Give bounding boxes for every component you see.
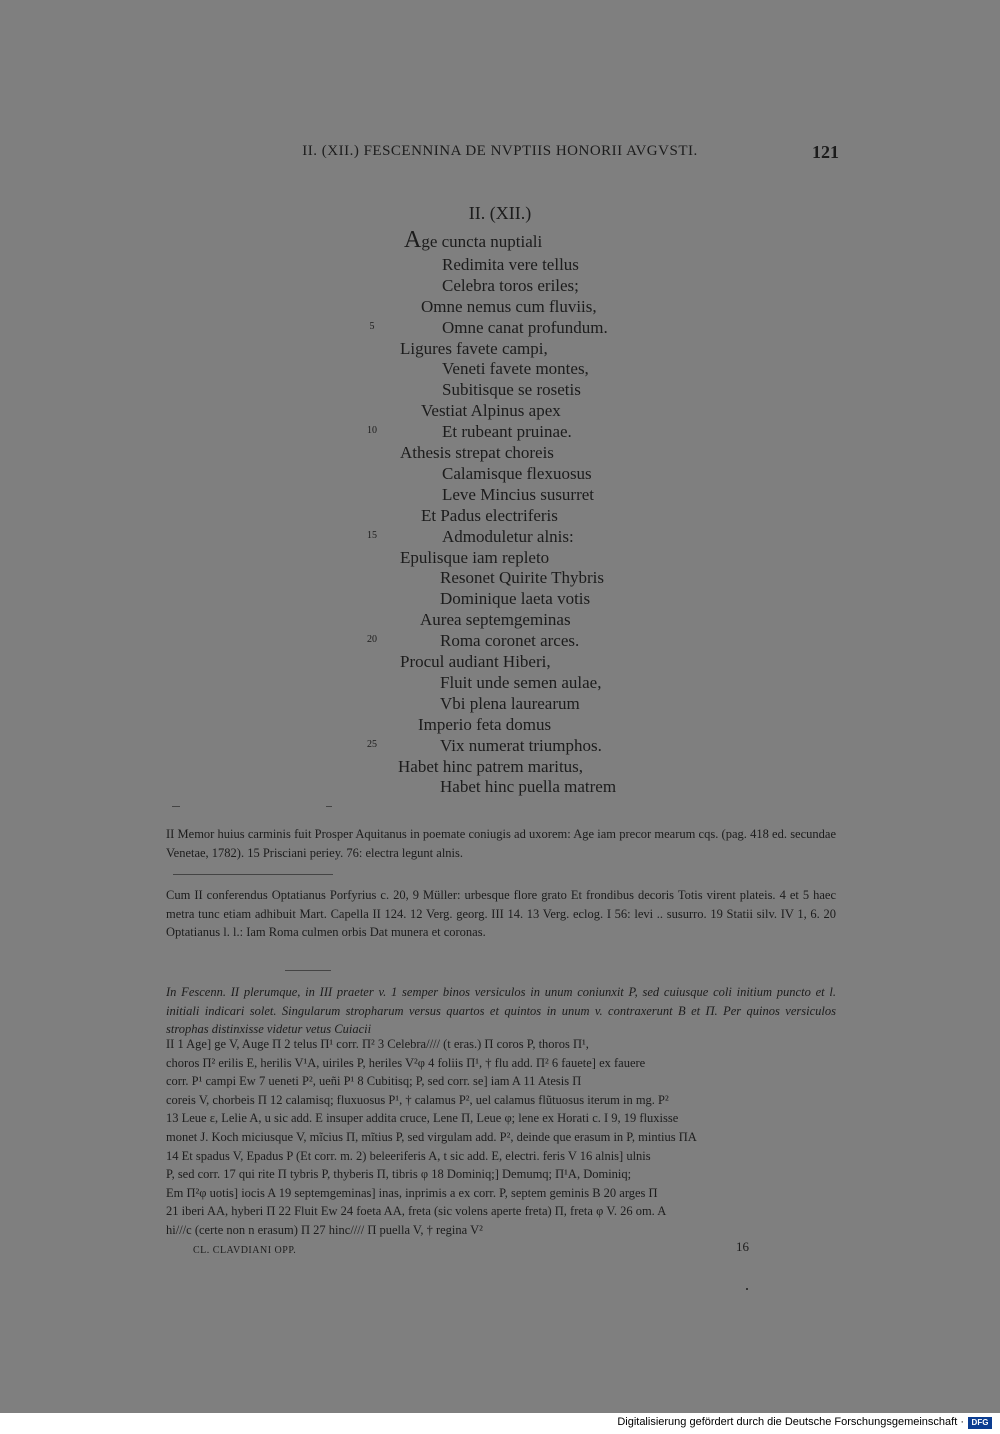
verse-line: Calamisque flexuosus [442, 463, 592, 483]
apparatus-line: 13 Leue ε, Lelie A, u sic add. E insuper addita cruce, Lene Π, Leue φ; lene ex Horati c. I 9, 19 fluxisse [166, 1111, 679, 1126]
running-title: II. (XII.) FESCENNINA DE NVPTIIS HONORII AVGVSTI. [302, 143, 698, 159]
verse-line: Leve Mincius susurret [442, 484, 595, 504]
apparatus-line: 21 iberi AA, hyberi Π 22 Fluit Ew 24 foeta AA, freta (sic volens aperte freta) Π, freta φ V. 26 om. A [166, 1204, 667, 1219]
verse-line: Celebra toros eriles; [442, 275, 579, 295]
page-number: 121 [812, 142, 839, 162]
verse-line: Veneti favete montes, [442, 359, 589, 379]
verse-line: Athesis strepat choreis [400, 443, 554, 462]
line-number: 20 [367, 634, 377, 646]
sheet-number: 16 [736, 1239, 749, 1254]
verse-line: Vbi plena laurearum [440, 693, 580, 713]
divider [173, 874, 333, 875]
apparatus-line: hi///c (certe non n erasum) Π 27 hinc//// Π puella V, † regina V² [166, 1223, 483, 1237]
verse-line-rest: ge cuncta nuptiali [421, 232, 543, 251]
line-number: 25 [367, 738, 377, 750]
verse-line: Subitisque se rosetis [442, 380, 581, 400]
verse-line: Redimita vere tellus [442, 254, 579, 274]
apparatus-line: II 1 Age] ge V, Auge Π 2 telus Π¹ corr. Π² 3 Celebra//// (t eras.) Π coros P, thoros Π¹, [166, 1037, 589, 1051]
verse-line: Fluit unde semen aulae, [440, 672, 602, 692]
verse-line: Omne canat profundum. [442, 317, 608, 337]
line-number: 15 [367, 529, 377, 541]
divider [172, 806, 180, 807]
verse-line: Vestiat Alpinus apex [421, 401, 561, 421]
parallels-note: Cum II conferendus Optatianus Porfyrius c. 20, 9 Müller: urbesque flore grato Et frondibus decoris Totis virent plateis. 4 et 5 haec metra tunc etiam adhibuit Mart. Capella II 124. 12 Verg. georg. III 14. 13 Verg. eclog. I 56: levi .. susurro. 19 Statii silv. IV 1, 6. 20 Optatianus l. l.: Iam Roma culmen orbis Dat munera et coronas. [166, 888, 836, 940]
poem-title: II. (XII.) [468, 203, 532, 223]
verse-line: Dominique laeta votis [440, 589, 591, 609]
apparatus-line: monet J. Koch miciusque V, mĩcius Π, mĩtius P, sed virgulam add. P², deinde que erasum in P, mintius ΠA [166, 1130, 697, 1144]
divider [285, 970, 331, 971]
apparatus-line: coreis V, chorbeis Π 12 calamisq; fluxuosus P¹, † calamus P², uel calamus flũtuosus iterum in mg. P² [166, 1092, 669, 1107]
apparatus-line: Em Π²φ uotis] iocis A 19 septemgeminas] inas, inprimis a ex corr. P, septem geminis B 20 arges Π [166, 1185, 658, 1200]
apparatus-intro: In Fescenn. II plerumque, in III praeter v. 1 semper binos versiculos in unum coniunxit P, sed cuiusque coli initium puncto et l. initiali indicari solet. Singularum stropharum versus quartos et quintos in unum v. contraxerunt B et Π. Per quinos versiculos strophas distinxisse videtur vetus Cuiacii [166, 985, 836, 1037]
testimonia-note: II Memor huius carminis fuit Prosper Aquitanus in poemate coniugis ad uxorem: Age iam precor mearum cqs. (pag. 418 ed. secundae Venetae, 1782). 15 Prisciani periey. 76: electra legunt alnis. [166, 827, 836, 860]
verse-line: Procul audiant Hiberi, [400, 652, 551, 671]
line-number: 5 [369, 320, 375, 332]
digitization-footer [0, 1413, 1000, 1434]
verse-line [404, 227, 543, 253]
verse-line: Epulisque iam repleto [400, 547, 550, 567]
footer-credit: Digitalisierung gefördert durch die Deutsche Forschungsgemeinschaft · [617, 1416, 964, 1428]
verse-line: Roma coronet arces. [440, 631, 580, 651]
verse-line: Et rubeant pruinae. [442, 422, 572, 442]
signature-mark: CL. CLAVDIANI OPP. [193, 1245, 297, 1256]
verse-line: Admoduletur alnis: [442, 526, 574, 546]
verse-line: Habet hinc patrem maritus, [398, 756, 584, 776]
apparatus-line: corr. P¹ campi Ew 7 ueneti P², ueñi P¹ 8 Cubitisq; P, sed corr. se] iam A 11 Atesis Π [166, 1074, 582, 1089]
divider [326, 806, 332, 807]
verse-line: Resonet Quirite Thybris [440, 568, 604, 588]
apparatus-line: choros Π² erilis E, herilis V¹A, uiriles P, heriles V²φ 4 foliis Π¹, † flu add. Π² 6 fauete] ex fauere [166, 1055, 646, 1070]
stray-mark [746, 1288, 748, 1290]
apparatus-line: P, sed corr. 17 qui rite Π tybris P, thyberis Π, tibris φ 18 Dominiq;] Demumq; Π¹A, Dominiq; [166, 1167, 632, 1182]
verse-line: Habet hinc puella matrem [440, 777, 617, 797]
initial-capital: A [404, 227, 422, 253]
verse-line: Vix numerat triumphos. [440, 735, 602, 755]
verse-line: Et Padus electriferis [421, 505, 558, 525]
verse-line: Omne nemus cum fluviis, [421, 296, 597, 316]
verse-line: Aurea septemgeminas [420, 610, 571, 630]
dfg-logo-icon: DFG [968, 1417, 992, 1429]
apparatus-line: 14 Et spadus V, Epadus P (Et corr. m. 2) beleeriferis A, t sic add. E, electri. feris V 16 alnis] ulnis [166, 1148, 651, 1163]
line-number: 10 [367, 425, 377, 437]
verse-line: Imperio feta domus [418, 714, 552, 734]
verse-line: Ligures favete campi, [400, 338, 548, 358]
